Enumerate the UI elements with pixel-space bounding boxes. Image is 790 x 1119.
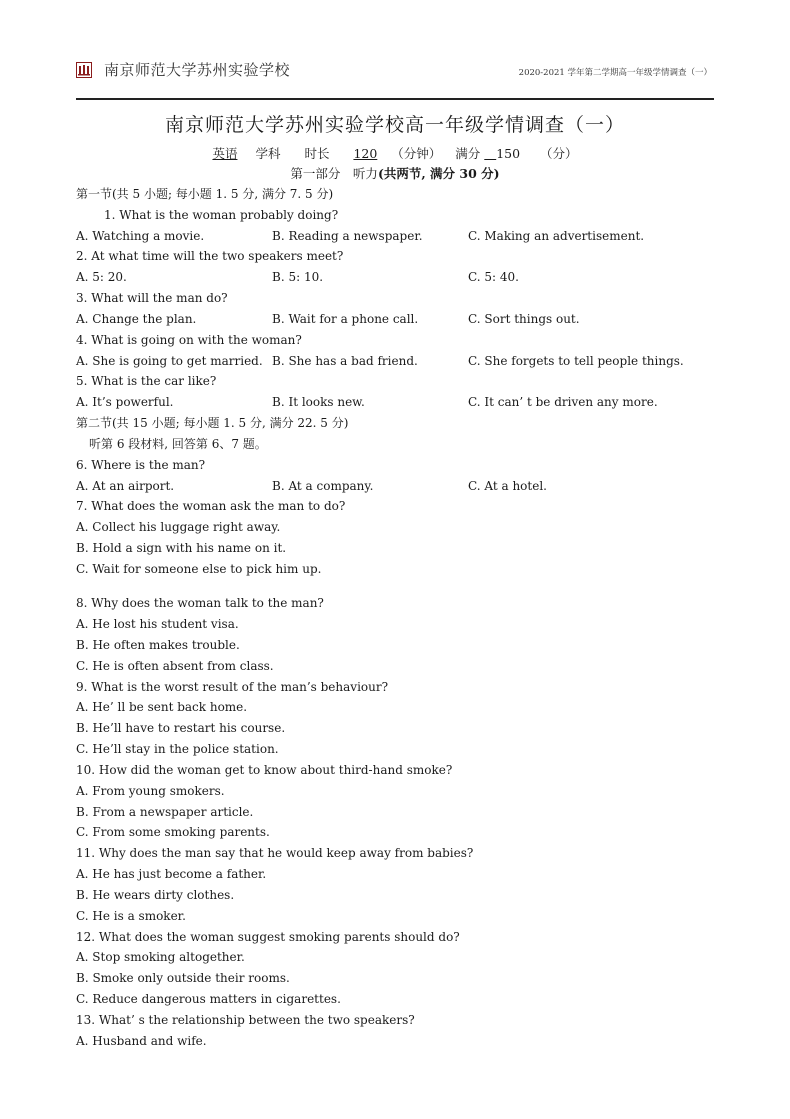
duration-label: 时长 <box>304 146 330 161</box>
text-line: A. He lost his student visa. <box>76 617 239 631</box>
text-line: A. Stop smoking altogether. <box>76 950 245 964</box>
text-line: A. He’ ll be sent back home. <box>76 700 248 714</box>
text-line: C. He is a smoker. <box>76 909 186 923</box>
text-line: A. Watching a movie. <box>76 229 205 243</box>
text-line: A. From young smokers. <box>76 784 225 798</box>
duration-unit: （分钟） <box>391 146 442 161</box>
score-label: 满分 <box>455 146 481 161</box>
header-term-label: 2020-2021 学年第二学期高一年级学情调查（一） <box>518 68 712 78</box>
subject-line <box>0 144 790 162</box>
text-line: A. He has just become a father. <box>76 867 267 881</box>
text-line: C. 5: 40. <box>468 270 519 284</box>
text-line: 11. Why does the man say that he would keep away from babies? <box>76 846 474 860</box>
text-line: 12. What does the woman suggest smoking parents should do? <box>76 930 460 944</box>
text-line: 9. What is the worst result of the man’s behaviour? <box>76 680 389 694</box>
text-line: B. She has a bad friend. <box>272 354 418 368</box>
text-line: C. At a hotel. <box>468 479 547 493</box>
text-line: A. It’s powerful. <box>76 395 174 409</box>
text-line: C. She forgets to tell people things. <box>468 354 684 368</box>
text-line: B. He wears dirty clothes. <box>76 888 235 902</box>
text-line: B. He’ll have to restart his course. <box>76 721 286 735</box>
text-line: B. From a newspaper article. <box>76 805 254 819</box>
text-line: B. Reading a newspaper. <box>272 229 423 243</box>
text-line: 第二节(共 15 小题; 每小题 1. 5 分, 满分 22. 5 分) <box>76 416 349 430</box>
score-unit: （分） <box>540 146 578 161</box>
text-line: 6. Where is the man? <box>76 458 206 472</box>
text-line: 2. At what time will the two speakers meet? <box>76 249 344 263</box>
text-line: 8. Why does the woman talk to the man? <box>76 596 324 610</box>
text-line: 4. What is going on with the woman? <box>76 333 302 347</box>
text-line: B. 5: 10. <box>272 270 324 284</box>
text-line: C. Sort things out. <box>468 312 580 326</box>
text-line: 7. What does the woman ask the man to do? <box>76 499 346 513</box>
text-line: 10. How did the woman get to know about third-hand smoke? <box>76 763 453 777</box>
school-logo-icon <box>76 62 92 78</box>
text-line: A. Change the plan. <box>76 312 197 326</box>
text-line: C. It can’ t be driven any more. <box>468 395 658 409</box>
text-line: B. Hold a sign with his name on it. <box>76 541 287 555</box>
text-line: B. Smoke only outside their rooms. <box>76 971 290 985</box>
text-line: 1. What is the woman probably doing? <box>104 208 339 222</box>
text-line: A. She is going to get married. <box>76 354 263 368</box>
duration-value: 120 <box>353 146 378 161</box>
subject-label: 学科 <box>255 146 281 161</box>
text-line: C. Making an advertisement. <box>468 229 645 243</box>
score-value: 150 <box>496 146 521 161</box>
subject-value: 英语 <box>212 146 238 161</box>
text-line: C. Reduce dangerous matters in cigarettes. <box>76 992 341 1006</box>
header-school-name: 南京师范大学苏州实验学校 <box>104 61 291 79</box>
text-line: A. 5: 20. <box>76 270 127 284</box>
text-line: C. He’ll stay in the police station. <box>76 742 279 756</box>
text-line: A. Collect his luggage right away. <box>76 520 281 534</box>
text-line: A. At an airport. <box>76 479 175 493</box>
text-line: B. He often makes trouble. <box>76 638 240 652</box>
page-header <box>76 58 714 86</box>
text-line: A. Husband and wife. <box>76 1034 207 1048</box>
exam-title: 南京师范大学苏州实验学校高一年级学情调查（一） <box>164 114 625 136</box>
text-line: 听第 6 段材料, 回答第 6、7 题。 <box>89 437 267 451</box>
text-line: C. Wait for someone else to pick him up. <box>76 562 322 576</box>
text-line: B. It looks new. <box>272 395 365 409</box>
part-one-title: 第一部分 听力(共两节, 满分 30 分) <box>290 166 500 181</box>
header-divider <box>76 98 714 100</box>
text-line: B. Wait for a phone call. <box>272 312 419 326</box>
text-line: 13. What’ s the relationship between the two speakers? <box>76 1013 415 1027</box>
text-line: 第一节(共 5 小题; 每小题 1. 5 分, 满分 7. 5 分) <box>76 187 334 201</box>
text-line: C. He is often absent from class. <box>76 659 274 673</box>
text-line: 5. What is the car like? <box>76 374 217 388</box>
text-line: B. At a company. <box>272 479 374 493</box>
text-line: C. From some smoking parents. <box>76 825 270 839</box>
text-line: 3. What will the man do? <box>76 291 228 305</box>
